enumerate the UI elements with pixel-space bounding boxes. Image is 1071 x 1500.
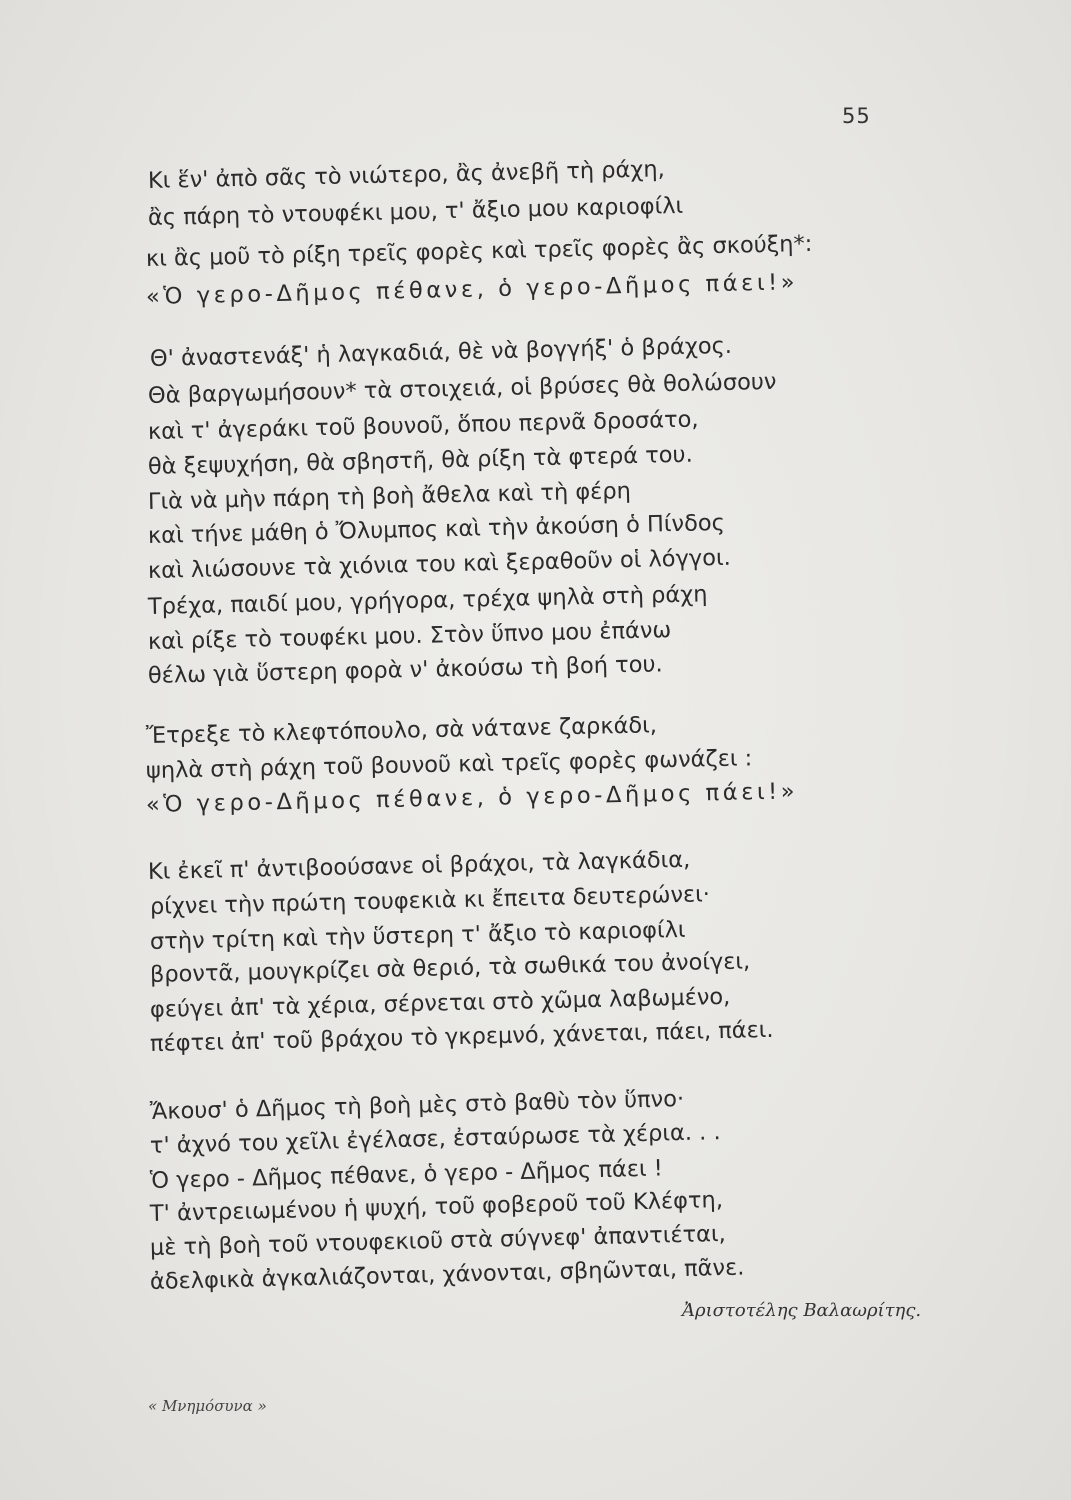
poem-line: στὴν τρίτη καὶ τὴν ὕστερη τ' ἄξιο τὸ καριοφίλι bbox=[149, 916, 686, 955]
poem-refrain-line: «Ὁ γερο-Δῆμος πέθανε, ὁ γερο-Δῆμος πάει!» bbox=[145, 778, 799, 818]
poem-line: θέλω γιὰ ὕστερη φορὰ ν' ἀκούσω τὴ βοή του. bbox=[147, 651, 663, 689]
poem-line: βροντᾶ, μουγκρίζει σὰ θεριό, τὰ σωθικά του ἀνοίγει, bbox=[149, 948, 751, 988]
poem-refrain-line: «Ὁ γερο-Δῆμος πέθανε, ὁ γερο-Δῆμος πάει!» bbox=[145, 269, 799, 310]
poem-line: Ἄκουσ' ὁ Δῆμος τὴ βοὴ μὲς στὸ βαθὺ τὸν ὕπνο· bbox=[149, 1085, 685, 1125]
poem-line: φεύγει ἀπ' τὰ χέρια, σέρνεται στὸ χῶμα λαβωμένο, bbox=[149, 983, 731, 1023]
poem-line: θὰ ξεψυχήση, θὰ σβηστῆ, θὰ ρίξη τὰ φτερά του. bbox=[147, 441, 693, 480]
poem-line: Κι ἐκεῖ π' ἀντιβοούσανε οἱ βράχοι, τὰ λαγκάδια, bbox=[147, 846, 691, 885]
poem-line: καὶ τ' ἀγεράκι τοῦ βουνοῦ, ὅπου περνᾶ δροσάτο, bbox=[147, 406, 699, 445]
poem-line: Ὁ γερο - Δῆμος πέθανε, ὁ γερο - Δῆμος πάει ! bbox=[149, 1155, 664, 1194]
poem-line: μὲ τὴ βοὴ τοῦ ντουφεκιοῦ στὰ σύγνεφ' ἀπαντιέται, bbox=[149, 1220, 727, 1261]
poem-line: πέφτει ἀπ' τοῦ βράχου τὸ γκρεμνό, χάνεται, πάει, πάει. bbox=[149, 1016, 774, 1057]
poem-line: καὶ ρίξε τὸ τουφέκι μου. Στὸν ὕπνο μου ἐπάνω bbox=[147, 617, 672, 655]
poem-line: τ' ἀχνό του χεῖλι ἐγέλασε, ἐσταύρωσε τὰ χέρια. . . bbox=[149, 1119, 721, 1159]
poem-line: καὶ τήνε μάθη ὁ Ὄλυμπος καὶ τὴν ἀκούση ὁ Πίνδος bbox=[147, 509, 726, 549]
poem-line: ἀδελφικὰ ἀγκαλιάζονται, χάνονται, σβηῶνται, πᾶνε. bbox=[149, 1254, 745, 1295]
poem-line: Ἔτρεξε τὸ κλεφτόπουλο, σὰ νάτανε ζαρκάδι, bbox=[145, 712, 658, 749]
poem-line: Τ' ἀντρειωμένου ἡ ψυχή, τοῦ φοβεροῦ τοῦ Κλέφτη, bbox=[149, 1187, 724, 1227]
poem-line: Τρέχα, παιδί μου, γρήγορα, τρέχα ψηλὰ στὴ ράχη bbox=[147, 581, 708, 620]
poem-line: ψηλὰ στὴ ράχη τοῦ βουνοῦ καὶ τρεῖς φορὲς φωνάζει : bbox=[145, 745, 753, 784]
poem-line: καὶ λιώσουνε τὰ χιόνια του καὶ ξεραθοῦν οἱ λόγγοι. bbox=[147, 544, 731, 584]
poem-line: Γιὰ νὰ μὴν πάρη τὴ βοὴ ἄθελα καὶ τὴ φέρη bbox=[147, 478, 632, 515]
poem-line: κι ἂς μοῦ τὸ ρίξη τρεῖς φορὲς καὶ τρεῖς φορὲς ἂς σκούξη*: bbox=[145, 230, 813, 272]
poem-line: Θὰ βαργωμήσουν* τὰ στοιχειά, οἱ βρύσες θὰ θολώσουν bbox=[147, 368, 777, 409]
page-number: 55 bbox=[842, 104, 871, 128]
author-signature: Ἀριστοτέλης Βαλαωρίτης. bbox=[682, 1300, 922, 1321]
poem-line: Κι ἕν' ἀπὸ σᾶς τὸ νιώτερο, ἂς ἀνεβῆ τὴ ράχη, bbox=[147, 156, 666, 194]
poem-line: Θ' ἀναστενάξ' ἡ λαγκαδιά, θὲ νὰ βογγήξ' ὁ βράχος. bbox=[149, 332, 733, 372]
poem-line: ἂς πάρη τὸ ντουφέκι μου, τ' ἄξιο μου καριοφίλι bbox=[147, 192, 684, 231]
poem-line: ρίχνει τὴν πρώτη τουφεκιὰ κι ἔπειτα δευτερώνει· bbox=[149, 881, 711, 920]
source-note: « Μνημόσυνα » bbox=[148, 1397, 267, 1415]
